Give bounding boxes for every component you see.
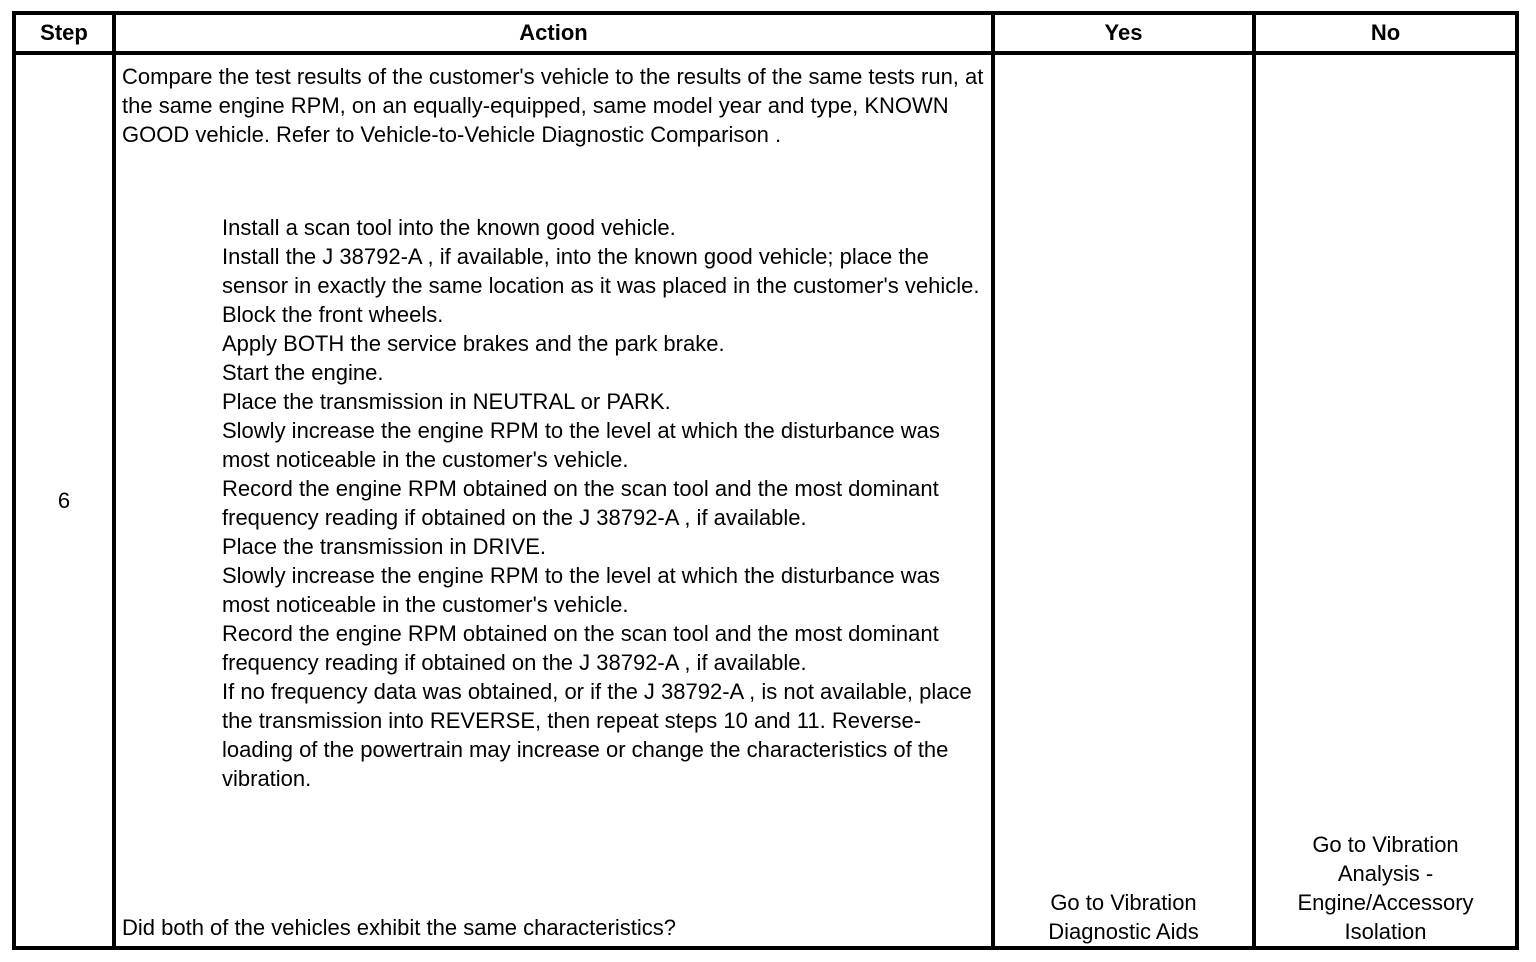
action-cell (114, 53, 993, 948)
yes-result (993, 53, 1254, 948)
action-step: Apply BOTH the service brakes and the park brake. (222, 331, 725, 356)
no-result-line: Engine/Accessory (1297, 890, 1474, 915)
no-result-line: Go to Vibration (1312, 832, 1459, 857)
yes-result-line: Go to Vibration (1050, 890, 1197, 915)
action-step: Place the transmission in DRIVE. (222, 534, 547, 559)
no-result-line: Analysis - (1337, 861, 1434, 886)
action-step: Place the transmission in NEUTRAL or PARK. (222, 389, 671, 414)
header-no: No (1254, 13, 1517, 53)
action-intro: Compare the test results of the customer's vehicle to the results of the same tests run, at the same engine RPM, on an equally-equipped, same model year and type, KNOWN GOOD vehicle. Refer to Vehicle-to-Vehicle Diagnostic Comparison . (122, 64, 984, 147)
action-step: Record the engine RPM obtained on the scan tool and the most dominant frequency reading if obtained on the J 38792-A , if available. (222, 476, 939, 530)
step-number: 6 (14, 53, 114, 948)
header-row (14, 13, 1517, 53)
action-step: Slowly increase the engine RPM to the level at which the disturbance was most noticeable in the customer's vehicle. (222, 563, 940, 617)
action-step: Record the engine RPM obtained on the scan tool and the most dominant frequency reading if obtained on the J 38792-A , if available. (222, 621, 939, 675)
header-step: Step (14, 13, 114, 53)
yes-result-line: Diagnostic Aids (1048, 919, 1199, 944)
action-step: Block the front wheels. (222, 302, 444, 327)
no-result (1254, 53, 1517, 948)
action-question: Did both of the vehicles exhibit the same characteristics? (122, 915, 676, 940)
no-result-line: Isolation (1344, 919, 1427, 944)
action-step: Install a scan tool into the known good vehicle. (222, 215, 676, 240)
action-step: Start the engine. (222, 360, 384, 385)
diagnostic-table (12, 11, 1519, 950)
header-action: Action (114, 13, 993, 53)
action-step: If no frequency data was obtained, or if the J 38792-A , is not available, place the transmission into REVERSE, then repeat steps 10 and 11. Reverse-loading of the powertrain may increase or change the characteristics of the vibration. (222, 679, 972, 791)
table-row (14, 53, 1517, 948)
action-steps-list (116, 213, 991, 793)
action-step: Install the J 38792-A , if available, into the known good vehicle; place the sensor in exactly the same location as it was placed in the customer's vehicle. (222, 244, 980, 298)
header-yes: Yes (993, 13, 1254, 53)
action-step: Slowly increase the engine RPM to the level at which the disturbance was most noticeable in the customer's vehicle. (222, 418, 940, 472)
